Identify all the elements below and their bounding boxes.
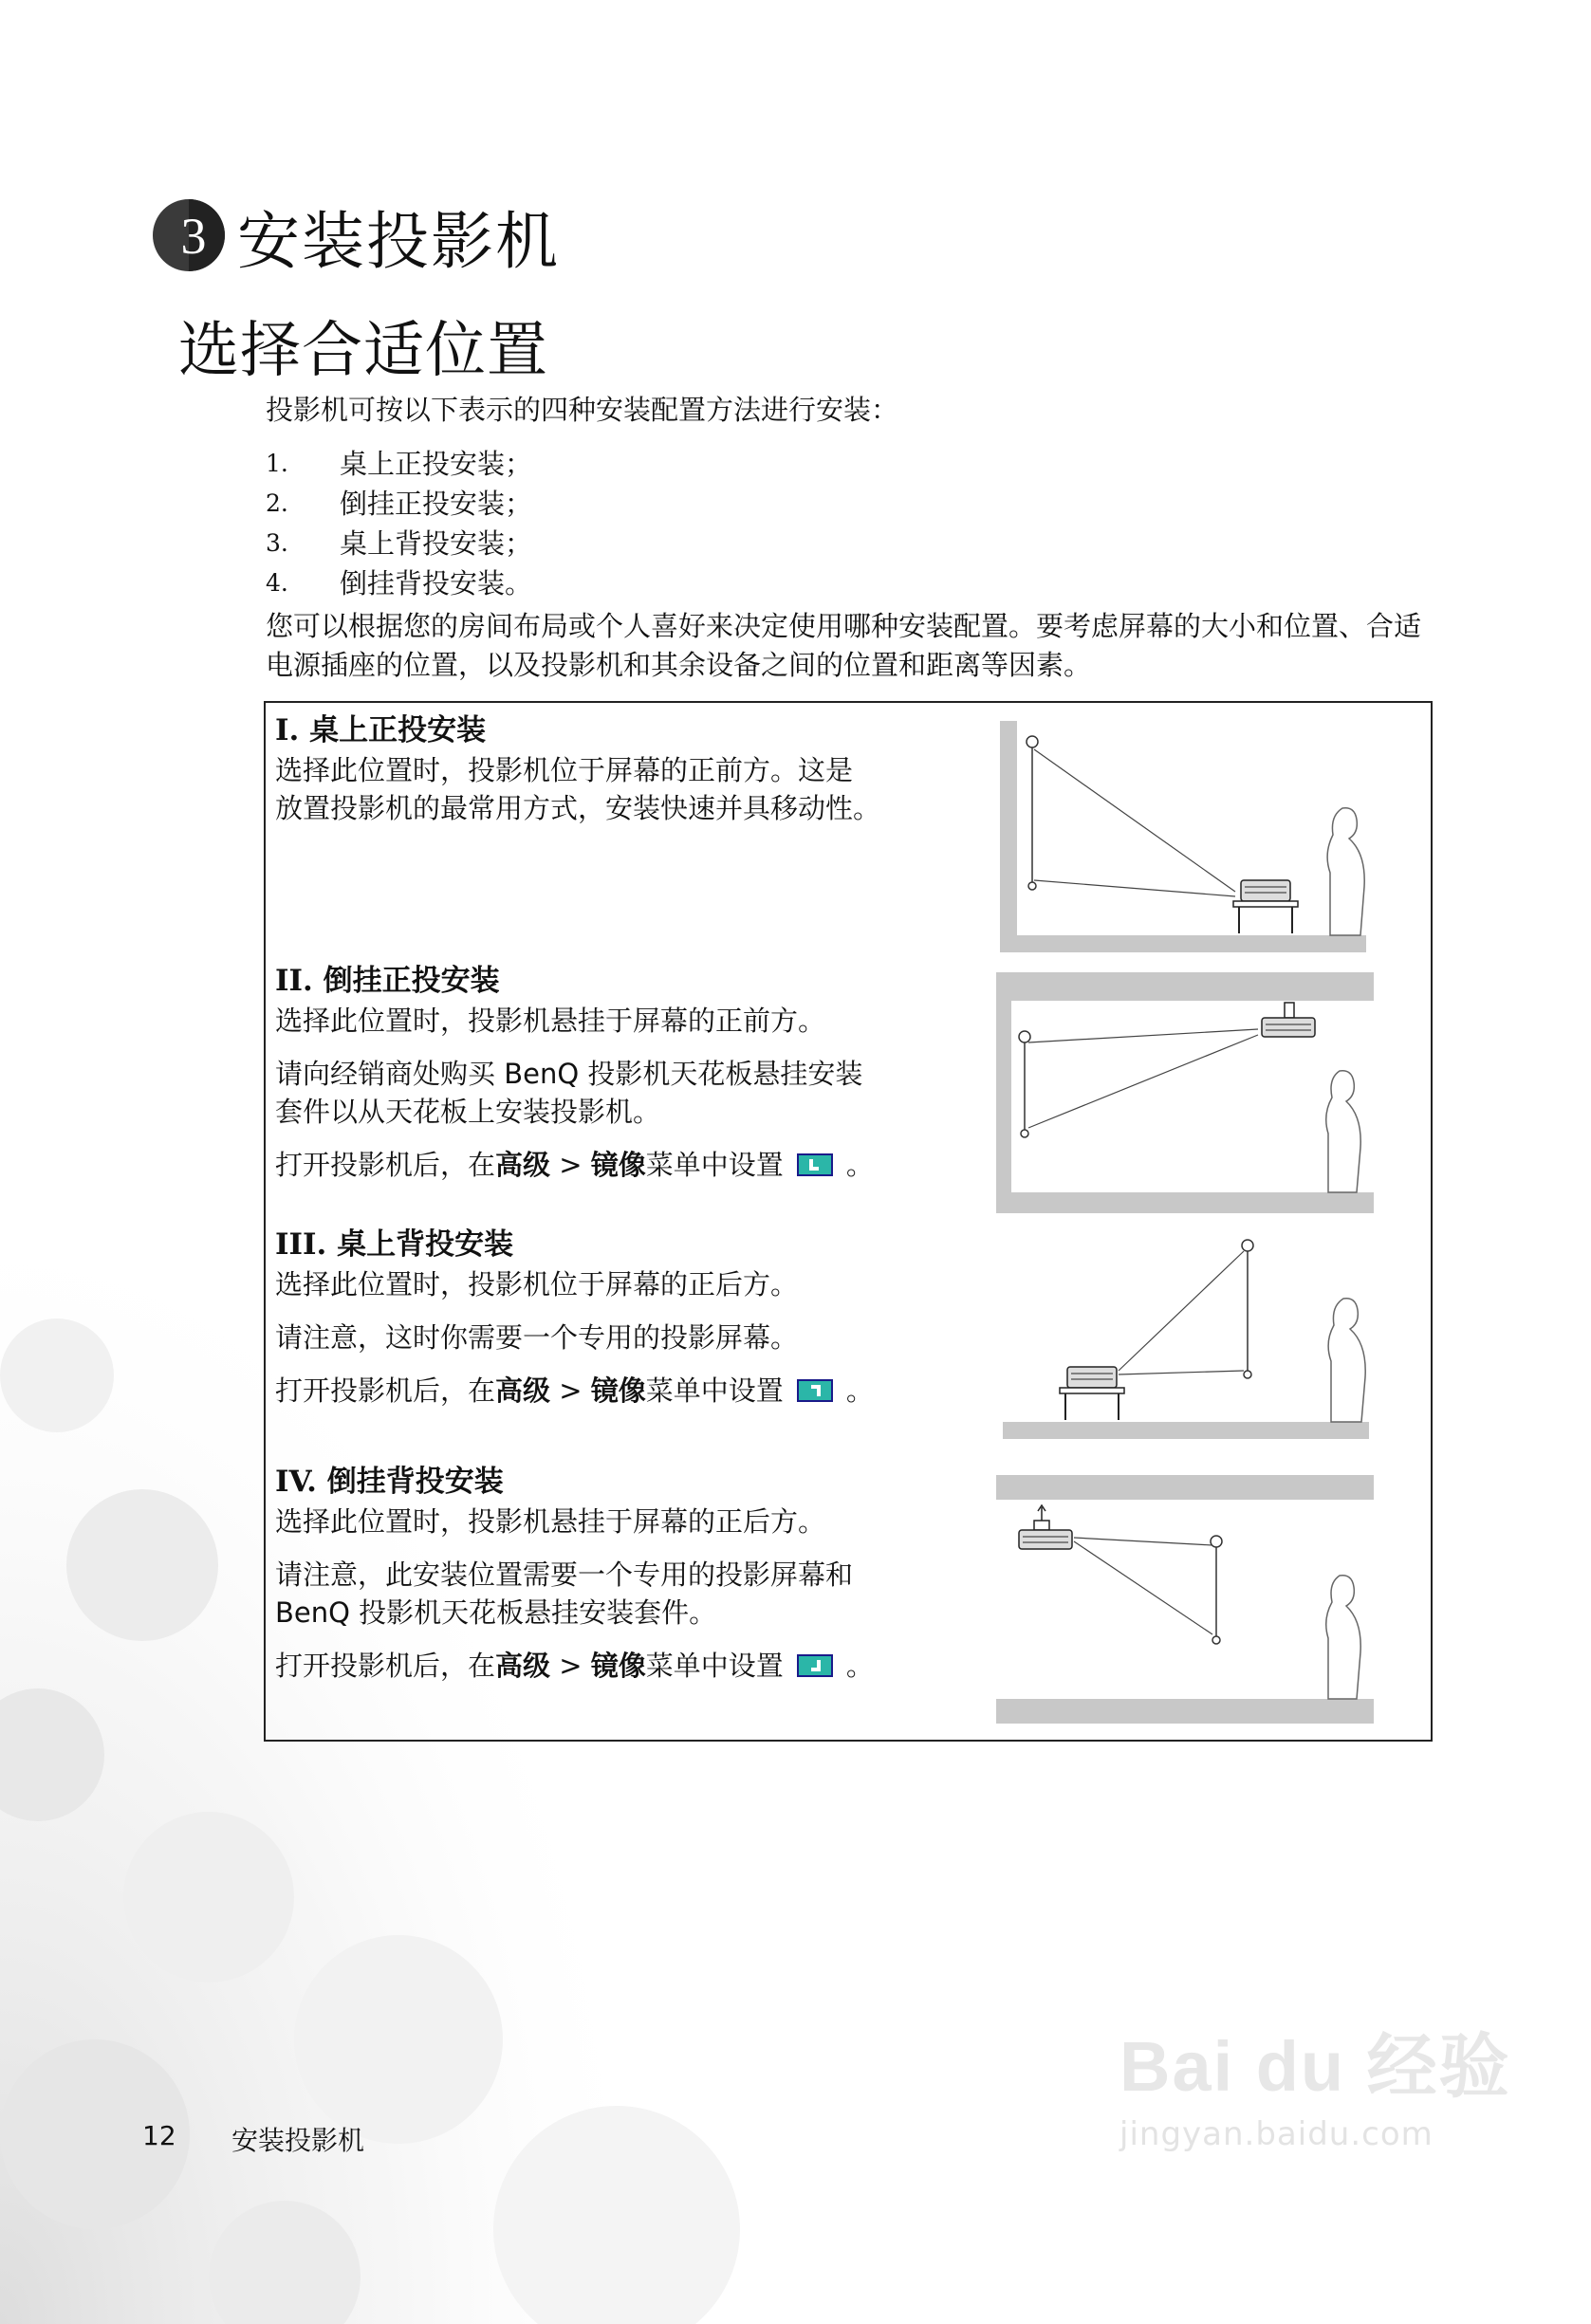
- desktop-front-diagram: [996, 721, 1376, 958]
- mirror-ceiling-rear-icon: [797, 1654, 833, 1677]
- list-item-text: 倒挂背投安装。: [340, 567, 533, 599]
- section-text: BenQ 投影机天花板悬挂安装套件。: [275, 1596, 717, 1629]
- chapter-number-badge: [152, 198, 226, 272]
- section-heading-text: 倒挂正投安装: [323, 964, 500, 998]
- section-roman: III.: [275, 1227, 327, 1262]
- menu-setting-instruction: 打开投影机后，在 高级 > 镜像 菜单中设置 。: [275, 1647, 874, 1685]
- list-item-text: 桌上正投安装；: [340, 448, 533, 480]
- menu-mirror: 镜像: [590, 1650, 646, 1682]
- list-item-text: 桌上背投安装；: [340, 527, 533, 560]
- section-heading-text: 倒挂背投安装: [326, 1465, 504, 1499]
- watermark-logo: Bai du 经验: [1119, 2027, 1511, 2106]
- section-heading: [275, 960, 874, 1002]
- section-text: 请注意，此安装位置需要一个专用的投影屏幕和: [275, 1559, 854, 1591]
- list-item: [266, 484, 532, 524]
- watermark-url: jingyan.baidu.com: [1119, 2115, 1434, 2153]
- chapter-title: 安装投影机: [237, 204, 560, 278]
- intro-text: 投影机可按以下表示的四种安装配置方法进行安装：: [266, 394, 899, 426]
- section-desktop-front: [275, 710, 880, 827]
- watermark: [1119, 2011, 1511, 2153]
- mirror-desktop-rear-icon: [797, 1379, 833, 1402]
- section-text: 选择此位置时，投影机悬挂于屏幕的正后方。: [275, 1505, 826, 1538]
- menu-setting-instruction: 打开投影机后，在 高级 > 镜像 菜单中设置 。: [275, 1372, 874, 1410]
- menu-setting-instruction: 打开投影机后，在 高级 > 镜像 菜单中设置 。: [275, 1146, 874, 1184]
- mirror-ceiling-front-icon: [797, 1153, 833, 1176]
- section-text: 请向经销商处购买 BenQ 投影机天花板悬挂安装: [275, 1058, 863, 1090]
- section-ceiling-front: [275, 960, 874, 1184]
- section-heading-text: 桌上正投安装: [309, 713, 487, 747]
- menu-mirror: 镜像: [590, 1374, 646, 1407]
- section-heading: [275, 1461, 874, 1503]
- section-text: 请注意，这时你需要一个专用的投影屏幕。: [275, 1321, 799, 1354]
- list-item-number: 3.: [266, 529, 288, 557]
- ceiling-rear-diagram: [996, 1475, 1385, 1736]
- chapter-number: 3: [180, 208, 207, 265]
- section-text: 放置投影机的最常用方式，安装快速并具移动性。: [275, 792, 881, 824]
- section-ceiling-rear: [275, 1461, 874, 1685]
- menu-advanced: 高级: [495, 1149, 551, 1181]
- section-heading: [275, 710, 880, 751]
- menu-mirror: 镜像: [590, 1149, 646, 1181]
- install-list: [266, 444, 532, 603]
- page-number: 12: [142, 2120, 176, 2151]
- desktop-rear-diagram: [1001, 1228, 1380, 1456]
- menu-advanced: 高级: [495, 1374, 551, 1407]
- section-text: 套件以从天花板上安装投影机。: [275, 1096, 661, 1128]
- list-item-number: 4.: [266, 569, 288, 597]
- list-item-number: 2.: [266, 489, 288, 517]
- section-heading-text: 桌上背投安装: [337, 1227, 514, 1262]
- list-item: [266, 563, 532, 603]
- list-item: [266, 444, 532, 484]
- section-title: 选择合适位置: [178, 316, 548, 386]
- section-text: 选择此位置时，投影机悬挂于屏幕的正前方。: [275, 1005, 826, 1037]
- section-desktop-rear: [275, 1224, 874, 1410]
- section-heading: [275, 1224, 874, 1265]
- body-paragraph: 您可以根据您的房间布局或个人喜好来决定使用哪种安装配置。要考虑屏幕的大小和位置、合适电源插座的位置，以及投影机和其余设备之间的位置和距离等因素。: [266, 610, 1422, 681]
- list-item-text: 倒挂正投安装；: [340, 488, 533, 520]
- section-roman: I.: [275, 713, 300, 747]
- section-roman: II.: [275, 964, 313, 998]
- list-item-number: 1.: [266, 450, 288, 477]
- list-item: [266, 524, 532, 563]
- footer-chapter-title: 安装投影机: [231, 2125, 365, 2156]
- section-text: 选择此位置时，投影机位于屏幕的正前方。这是: [275, 754, 854, 786]
- section-text: 选择此位置时，投影机位于屏幕的正后方。: [275, 1268, 799, 1300]
- section-roman: IV.: [275, 1465, 317, 1499]
- chapter-heading: [152, 188, 560, 283]
- ceiling-front-diagram: [996, 972, 1385, 1219]
- menu-advanced: 高级: [495, 1650, 551, 1682]
